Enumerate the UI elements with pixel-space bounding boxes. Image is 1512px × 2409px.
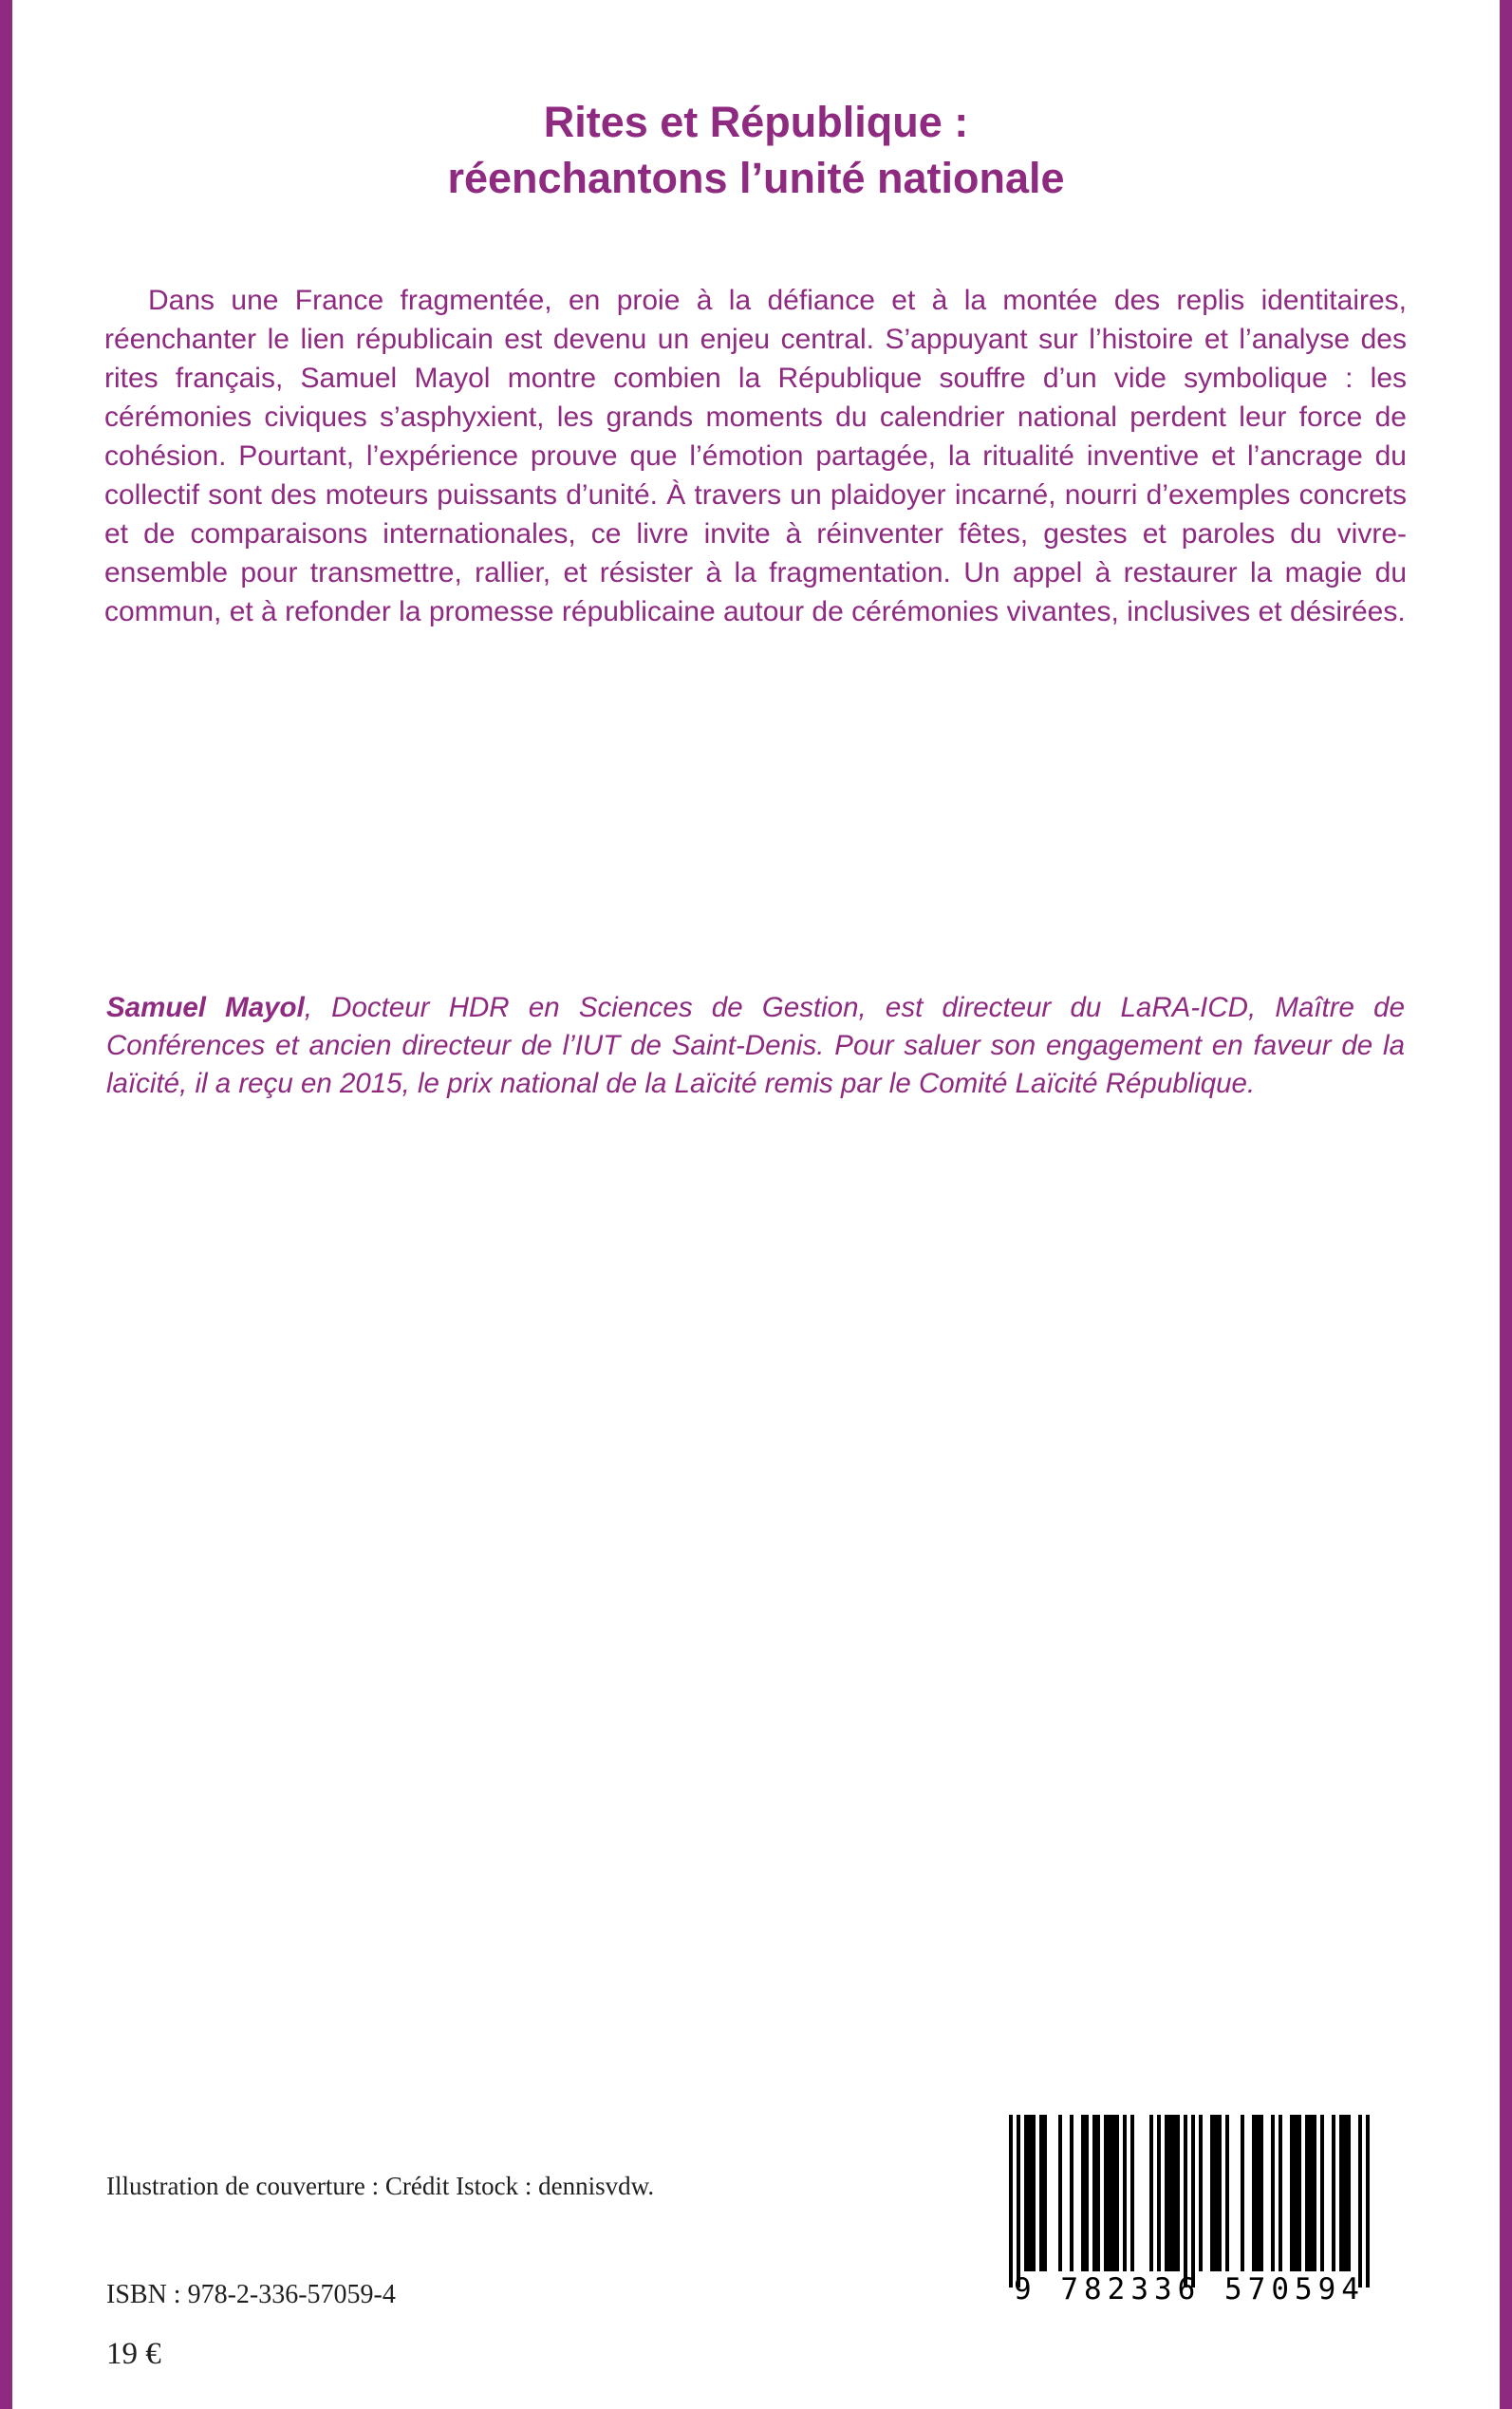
barcode-bars — [1009, 2115, 1370, 2288]
right-edge-stripe — [1500, 0, 1512, 2409]
author-bio-text: , Docteur HDR en Sciences de Gestion, est directeur du LaRA-ICD, Maître de Conférences et ancien directeur de l’IUT de Saint-Denis. Pour saluer son engagement en faveur de la laïcité, il a reçu en 2015, le prix national de la Laïcité remis par le Comité Laïcité République. — [106, 992, 1405, 1099]
barcode — [1009, 2115, 1370, 2328]
synopsis-paragraph: Dans une France fragmentée, en proie à la défiance et à la montée des replis identitaires, réenchanter le lien républicain est devenu un enjeu central. S’appuyant sur l’histoire et l’analyse des rites français, Samuel Mayol montre combien la République souffre d’un vide symbolique : les cérémonies civiques s’asphyxient, les grands moments du calendrier national perdent leur force de cohésion. Pourtant, l’expérience prouve que l’émotion partagée, la ritualité inventive et l’ancrage du collectif sont des moteurs puissants d’unité. À travers un plaidoyer incarné, nourri d’exemples concrets et de comparaisons internationales, ce livre invite à réinventer fêtes, gestes et paroles du vivre-ensemble pour transmettre, rallier, et résister à la fragmentation. Un appel à restaurer la magie du commun, et à refonder la promesse républicaine autour de cérémonies vivantes, inclusives et désirées. — [104, 285, 1407, 627]
cover-illustration-credit: Illustration de couverture : Crédit Istock : dennisvdw. — [106, 2172, 655, 2200]
book-title-line1: Rites et République : — [543, 98, 969, 146]
book-title-line2: réenchantons l’unité nationale — [447, 153, 1065, 202]
author-bio — [106, 989, 1405, 1103]
price-text: 19 € — [106, 2337, 161, 2371]
author-name: Samuel Mayol — [106, 992, 305, 1023]
left-edge-stripe — [0, 0, 12, 2409]
isbn-text: ISBN : 978-2-336-57059-4 — [106, 2280, 396, 2309]
barcode-number: 9 782336 570594 — [1014, 2272, 1365, 2306]
book-title — [0, 95, 1512, 206]
